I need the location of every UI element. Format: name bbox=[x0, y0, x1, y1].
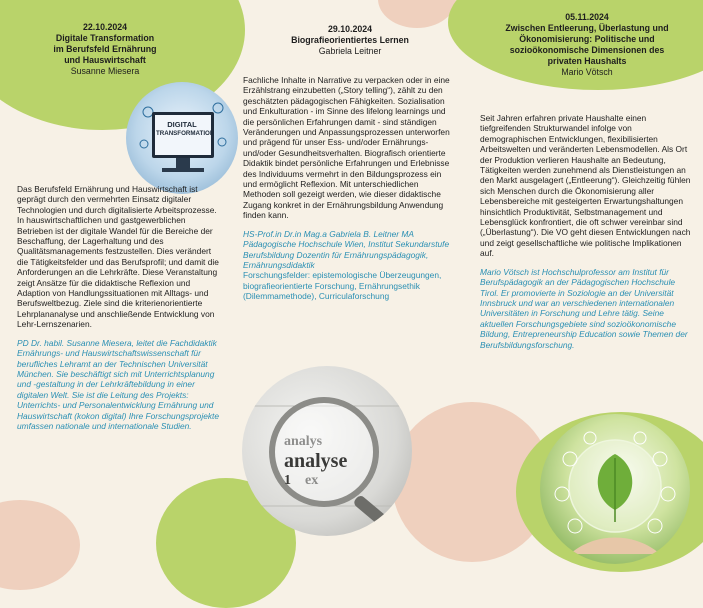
event-description: Das Berufsfeld Ernährung und Hauswirtschaft ist geprägt durch den vermehrten Einsatz digitaler Technologien und durch digitalisierte Arbeitsprozesse. In hauswirtschaftlichen und gastgewerblichen Betrieben ist der digitale Wandel für die Bereiche der Beschaffung, der Lagerhaltung und des Qualitätsmanagements festzustellen. Dies verändert die Tätigkeitsfelder und das Berufsprofil; und damit die Anforderungen an die Lehrkräfte. Diese Veranstaltung zeigt Ansätze für die didaktische Reflexion und Adaption von Handlungssituationen mit Alltags- und Berufsweltbezug. Ziele sind die kriterienorientierte Lehrplananalyse und anschließende Entwicklung von Lehr-Lernszenarien. bbox=[17, 184, 219, 330]
event-description: Seit Jahren erfahren private Haushalte einen tiefgreifenden Strukturwandel infolge von demographischen Entwicklungen, flexibilisierten Arbeitswelten und veränderten Lebensmodellen. Als Ort der Produktion verlieren Haushalte an Bedeutung, Tätigkeiten werden zunehmend als Dienstleistungen an den Markt ausgelagert („Entleerung“). Gleichzeitig fühlen sich Menschen durch die Ökonomisierung aller Lebensbereiche mit gesteigerten Erwartungshaltungen hinsichtlich Produktivität, Selbstmanagement und Lebensglück konfrontiert, die oft schwer vereinbar sind („Überlastung“). Die VO geht diesen Entwicklungen nach und zeigt gesellschaftliche wie politische Implikationen auf. bbox=[480, 113, 691, 259]
magnifier-analyse-image bbox=[242, 366, 412, 536]
event-header-3 bbox=[482, 12, 692, 78]
event-title-line: im Berufsfeld Ernährung bbox=[53, 44, 157, 54]
event-title-line: Biografieorientiertes Lernen bbox=[291, 35, 409, 45]
magnified-word: 1 bbox=[284, 473, 291, 488]
speaker-research: Forschungsfelder: epistemologische Überzeugungen, biografieorientierte Forschung, Ernährungsethik (Dilemmamethode), Curriculaforschung bbox=[243, 270, 442, 302]
event-title-line: Zwischen Entleerung, Überlastung und bbox=[505, 23, 669, 33]
event-title-line: Ökonomisierung: Politische und bbox=[519, 34, 655, 44]
event-description-2 bbox=[243, 75, 453, 302]
speaker-bio: HS-Prof.in Dr.in Mag.a Gabriela B. Leitner MA Pädagogische Hochschule Wien, Institut Sekundarstufe Berufsbildung Dozentin für Ernährungspädagogik, Ernährungsdidaktik bbox=[243, 228, 450, 270]
leaf-globe-icon bbox=[540, 414, 690, 564]
event-description: Fachliche Inhalte in Narrative zu verpacken oder in eine Erzählstrang einzubetten („Story telling“), zählt zu den geschätzten pädagogischen Fähigkeiten. Sozialisation und Enkulturation - im Sinne des lifelong learnings und die persönlichen Erfahrungen damit - sind ständigen Veränderungen und Anpassungsprozessen unterworfen und prägend für unser Ess- und/oder Ernährungs- und/oder Gesundheitsverhalten. Biografisch orientierte Didaktik bindet persönliche Erfahrungen und Erlebnisse des Individuums vermehrt in den Bildungsprozess ein und ermöglicht Reflexion. Mit unterschiedlichen Methoden soll gezeigt werden, wie dieser didaktische Zugang konkret in der Ernährungsbildung Anwendung finden kann. bbox=[243, 75, 450, 221]
sustainability-sphere-image bbox=[540, 414, 690, 564]
event-speaker: Susanne Miesera bbox=[70, 66, 140, 76]
peach-circle-bottom-left bbox=[0, 500, 80, 590]
event-header-2 bbox=[250, 24, 450, 57]
event-speaker: Gabriela Leitner bbox=[318, 46, 382, 56]
event-title-line: sozioökonomische Dimensionen des bbox=[509, 45, 665, 55]
event-header-1 bbox=[10, 22, 200, 77]
digital-transformation-image bbox=[126, 82, 238, 194]
event-title-line: privaten Haushalts bbox=[547, 56, 627, 66]
image-caption: DIGITAL bbox=[167, 120, 197, 129]
event-description-3 bbox=[480, 113, 694, 350]
event-date: 29.10.2024 bbox=[327, 24, 373, 34]
event-description-1 bbox=[17, 184, 223, 431]
event-date: 22.10.2024 bbox=[82, 22, 128, 32]
event-date: 05.11.2024 bbox=[565, 12, 609, 22]
magnified-word: ex bbox=[305, 473, 319, 488]
magnified-word: analyse bbox=[284, 450, 348, 472]
magnified-word: analys bbox=[284, 434, 323, 449]
event-title-line: Digitale Transformation bbox=[55, 33, 155, 43]
monitor-icon bbox=[126, 82, 238, 194]
event-speaker: Mario Vötsch bbox=[561, 67, 613, 77]
event-title-line: und Hauswirtschaft bbox=[64, 55, 146, 65]
image-caption: TRANSFORMATION bbox=[156, 130, 215, 137]
speaker-bio: PD Dr. habil. Susanne Miesera, leitet die Fachdidaktik Ernährungs- und Hauswirtschaftswissenschaft für berufliches Lehramt an der Technischen Universität München. Sie beschäftigt sich mit Unterrichtsplanung und -gestaltung in der Lehrkräftebildung in einer digitalen Welt. Sie ist die Leitung des Projekts: Unterrichts- und Personalentwicklung Ernährung und Hauswirtschaft (kokon digital) Ihre Forschungsprojekte umfassen nationale und internationale Studien. bbox=[17, 337, 220, 431]
speaker-bio: Mario Vötsch ist Hochschulprofessor am Institut für Berufspädagogik an der Pädagogischen Hochschule Tirol. Er promovierte in Soziologie an der Universität Innsbruck und war an verschiedenen internationalen Universitäten in Forschung und Lehre tätig. Seine aktuellen Forschungsgebiete sind sozioökonomische Bildung, Entrepreneurship Education sowie Themen der Berufsbildungsforschung. bbox=[480, 266, 688, 350]
